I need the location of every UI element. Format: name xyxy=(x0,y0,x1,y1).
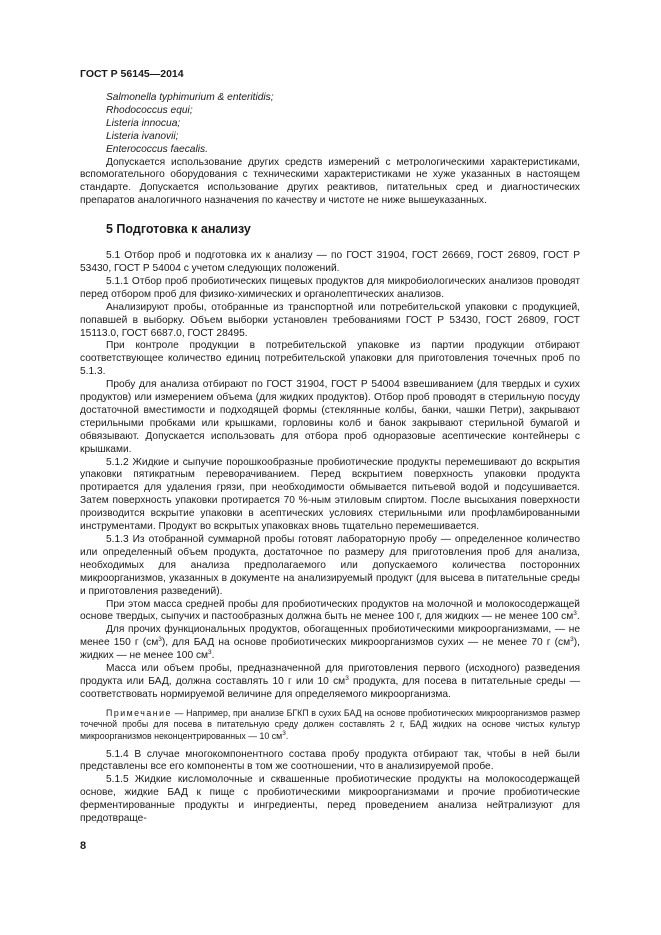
text-run: Для прочих функциональных продуктов, обогащенных пробиотическими микроорганизмами, — не менее 150 г (см xyxy=(80,624,580,649)
organism-item: Listeria ivanovii; xyxy=(106,130,179,142)
text-run: продукта, для посева в питательные среды — соответствовать нормируемой величине для определяемого микроорганизма. xyxy=(80,675,580,700)
document-header: ГОСТ Р 56145—2014 xyxy=(80,68,184,80)
organism-item: Enterococcus faecalis. xyxy=(106,143,208,155)
organism-item: Listeria innocua; xyxy=(106,117,181,129)
text-run: При этом масса средней пробы для пробиотических продуктов на молочной и молокосодержащей основе твердых, сыпучих и пастообразных должна быть не менее 100 г, для жидких — не менее 100 см xyxy=(80,598,580,623)
superscript: 3 xyxy=(208,649,212,657)
paragraph-other xyxy=(80,624,580,663)
text-run: ), жидких — не менее 100 см xyxy=(80,637,580,662)
page-number: 8 xyxy=(80,840,87,852)
paragraph-5-1-1: 5.1.1 Отбор проб пробиотических пищевых продуктов для микробиологических анализов проводят перед отбором проб для физико-химических и органолептических анализов. xyxy=(80,275,580,300)
text-run: . xyxy=(576,611,580,623)
note xyxy=(80,708,580,743)
paragraph-5-1-4: 5.1.4 В случае многокомпонентного состава пробу продукта отбирают так, чтобы в ней были представлены все его компоненты в том же соотношении, что в анализируемой пробе. xyxy=(80,748,580,773)
superscript: 3 xyxy=(282,729,286,737)
note-text: — Например, при анализе БГКП в сухих БАД на основе пробиотических микроорганизмов размер точечной пробы для посева в питательную среду должен составлять 2 г, БАД жидких на основе чистых культур микроорганизмов неконцентрированных — 10 см xyxy=(80,707,580,741)
text-run: ), для БАД на основе пробиотических микроорганизмов сухих — не менее 70 г (см xyxy=(161,637,571,649)
text-run: . xyxy=(211,650,215,662)
paragraph-5-1-2: 5.1.2 Жидкие и сыпучие порошкообразные пробиотические продукты перемешивают до вскрытия упаковки пятикратным переворачиванием. Перед вскрытием поверхность упаковки продукта протирается для удаления грязи, при необходимости обмывается питьевой водой и подсушивается. Затем поверхность упаковки протирается 70 %-ным этиловым спиртом. После высыхания поверхности производится вскрытие упаковки в асептических условиях стерильными или профламбированными инструментами. Продукт во вскрытых упаковках вновь тщательно перемешивается. xyxy=(80,456,580,533)
superscript: 3 xyxy=(573,610,577,618)
superscript: 3 xyxy=(345,674,349,682)
organism-item: Salmonella typhimurium & enteritidis; xyxy=(106,92,274,103)
paragraph-control: При контроле продукции в потребительской упаковке из партии продукции отбирают соответствующее количество единиц потребительской упаковки для приготовления точечных проб по 5.1.3. xyxy=(80,340,580,378)
paragraph-5-1-3: 5.1.3 Из отобранной суммарной пробы готовят лабораторную пробу — определенное количество или определенный объем продукта, достаточное по размеру для приготовления проб для анализа, необходимых для анализа предполагаемого или допускаемого количества посторонних микроорганизмов, указанных в документе на анализируемый продукт (для высева в питательные среды и приготовления разведений). xyxy=(80,534,580,597)
paragraph-mass xyxy=(80,599,580,625)
note-text: . xyxy=(285,730,289,741)
page-body xyxy=(80,92,580,826)
paragraph-sample: Пробу для анализа отбирают по ГОСТ 31904, ГОСТ Р 54004 взвешиванием (для твердых и сухих продуктов) или измерением объема (для жидких продуктов). Отбор проб проводят в стерильную посуду достаточной вместимости и подходящей формы (стеклянные колбы, банки, чашки Петри), закрывают стерильными пробками или крышками, горловины колб и банок закрывают стерильной бумагой и обвязывают. Допускается использовать для отбора проб одноразовые асептические контейнеры с крышками. xyxy=(80,379,580,455)
paragraph-5-1-5: 5.1.5 Жидкие кисломолочные и сквашенные пробиотические продукты на молокосодержащей основе, жидкие БАД к пище с пробиотическими микроорганизмами и прочие пробиотические ферментированные продукты и ингредиенты, перед проведением анализа нейтрализуют для предотвраще- xyxy=(80,774,580,825)
superscript: 3 xyxy=(570,636,574,644)
paragraph-intro: Допускается использование других средств измерений с метрологическими характеристиками, вспомогательного оборудования с техническими характеристиками не хуже указанных в настоящем стандарте. Допускается использование других реактивов, питательных сред и диагностических препаратов аналогичного назначения по качеству и чистоте не ниже вышеуказанных. xyxy=(80,156,580,207)
section-title: 5 Подготовка к анализу xyxy=(106,222,251,237)
paragraph-5-1: 5.1 Отбор проб и подготовка их к анализу — по ГОСТ 31904, ГОСТ 26669, ГОСТ 26809, ГОСТ Р 53430, ГОСТ Р 54004 с учетом следующих положений. xyxy=(80,250,580,274)
organism-item: Rhodococcus equi; xyxy=(106,104,193,116)
paragraph-analyze: Анализируют пробы, отобранные из транспортной или потребительской упаковки с продукцией, попавшей в выборку. Объем выборки установлен требованиями ГОСТ Р 53430, ГОСТ 26809, ГОСТ 15113.0, ГОСТ 6687.0, ГОСТ 28495. xyxy=(80,301,580,339)
text-run: Масса или объем пробы, предназначенной для приготовления первого (исходного) разведения продукта или БАД, должна составлять 10 г или 10 см xyxy=(80,663,580,687)
superscript: 3 xyxy=(158,636,162,644)
note-label: Примечание xyxy=(106,707,172,718)
paragraph-volume xyxy=(80,663,580,702)
